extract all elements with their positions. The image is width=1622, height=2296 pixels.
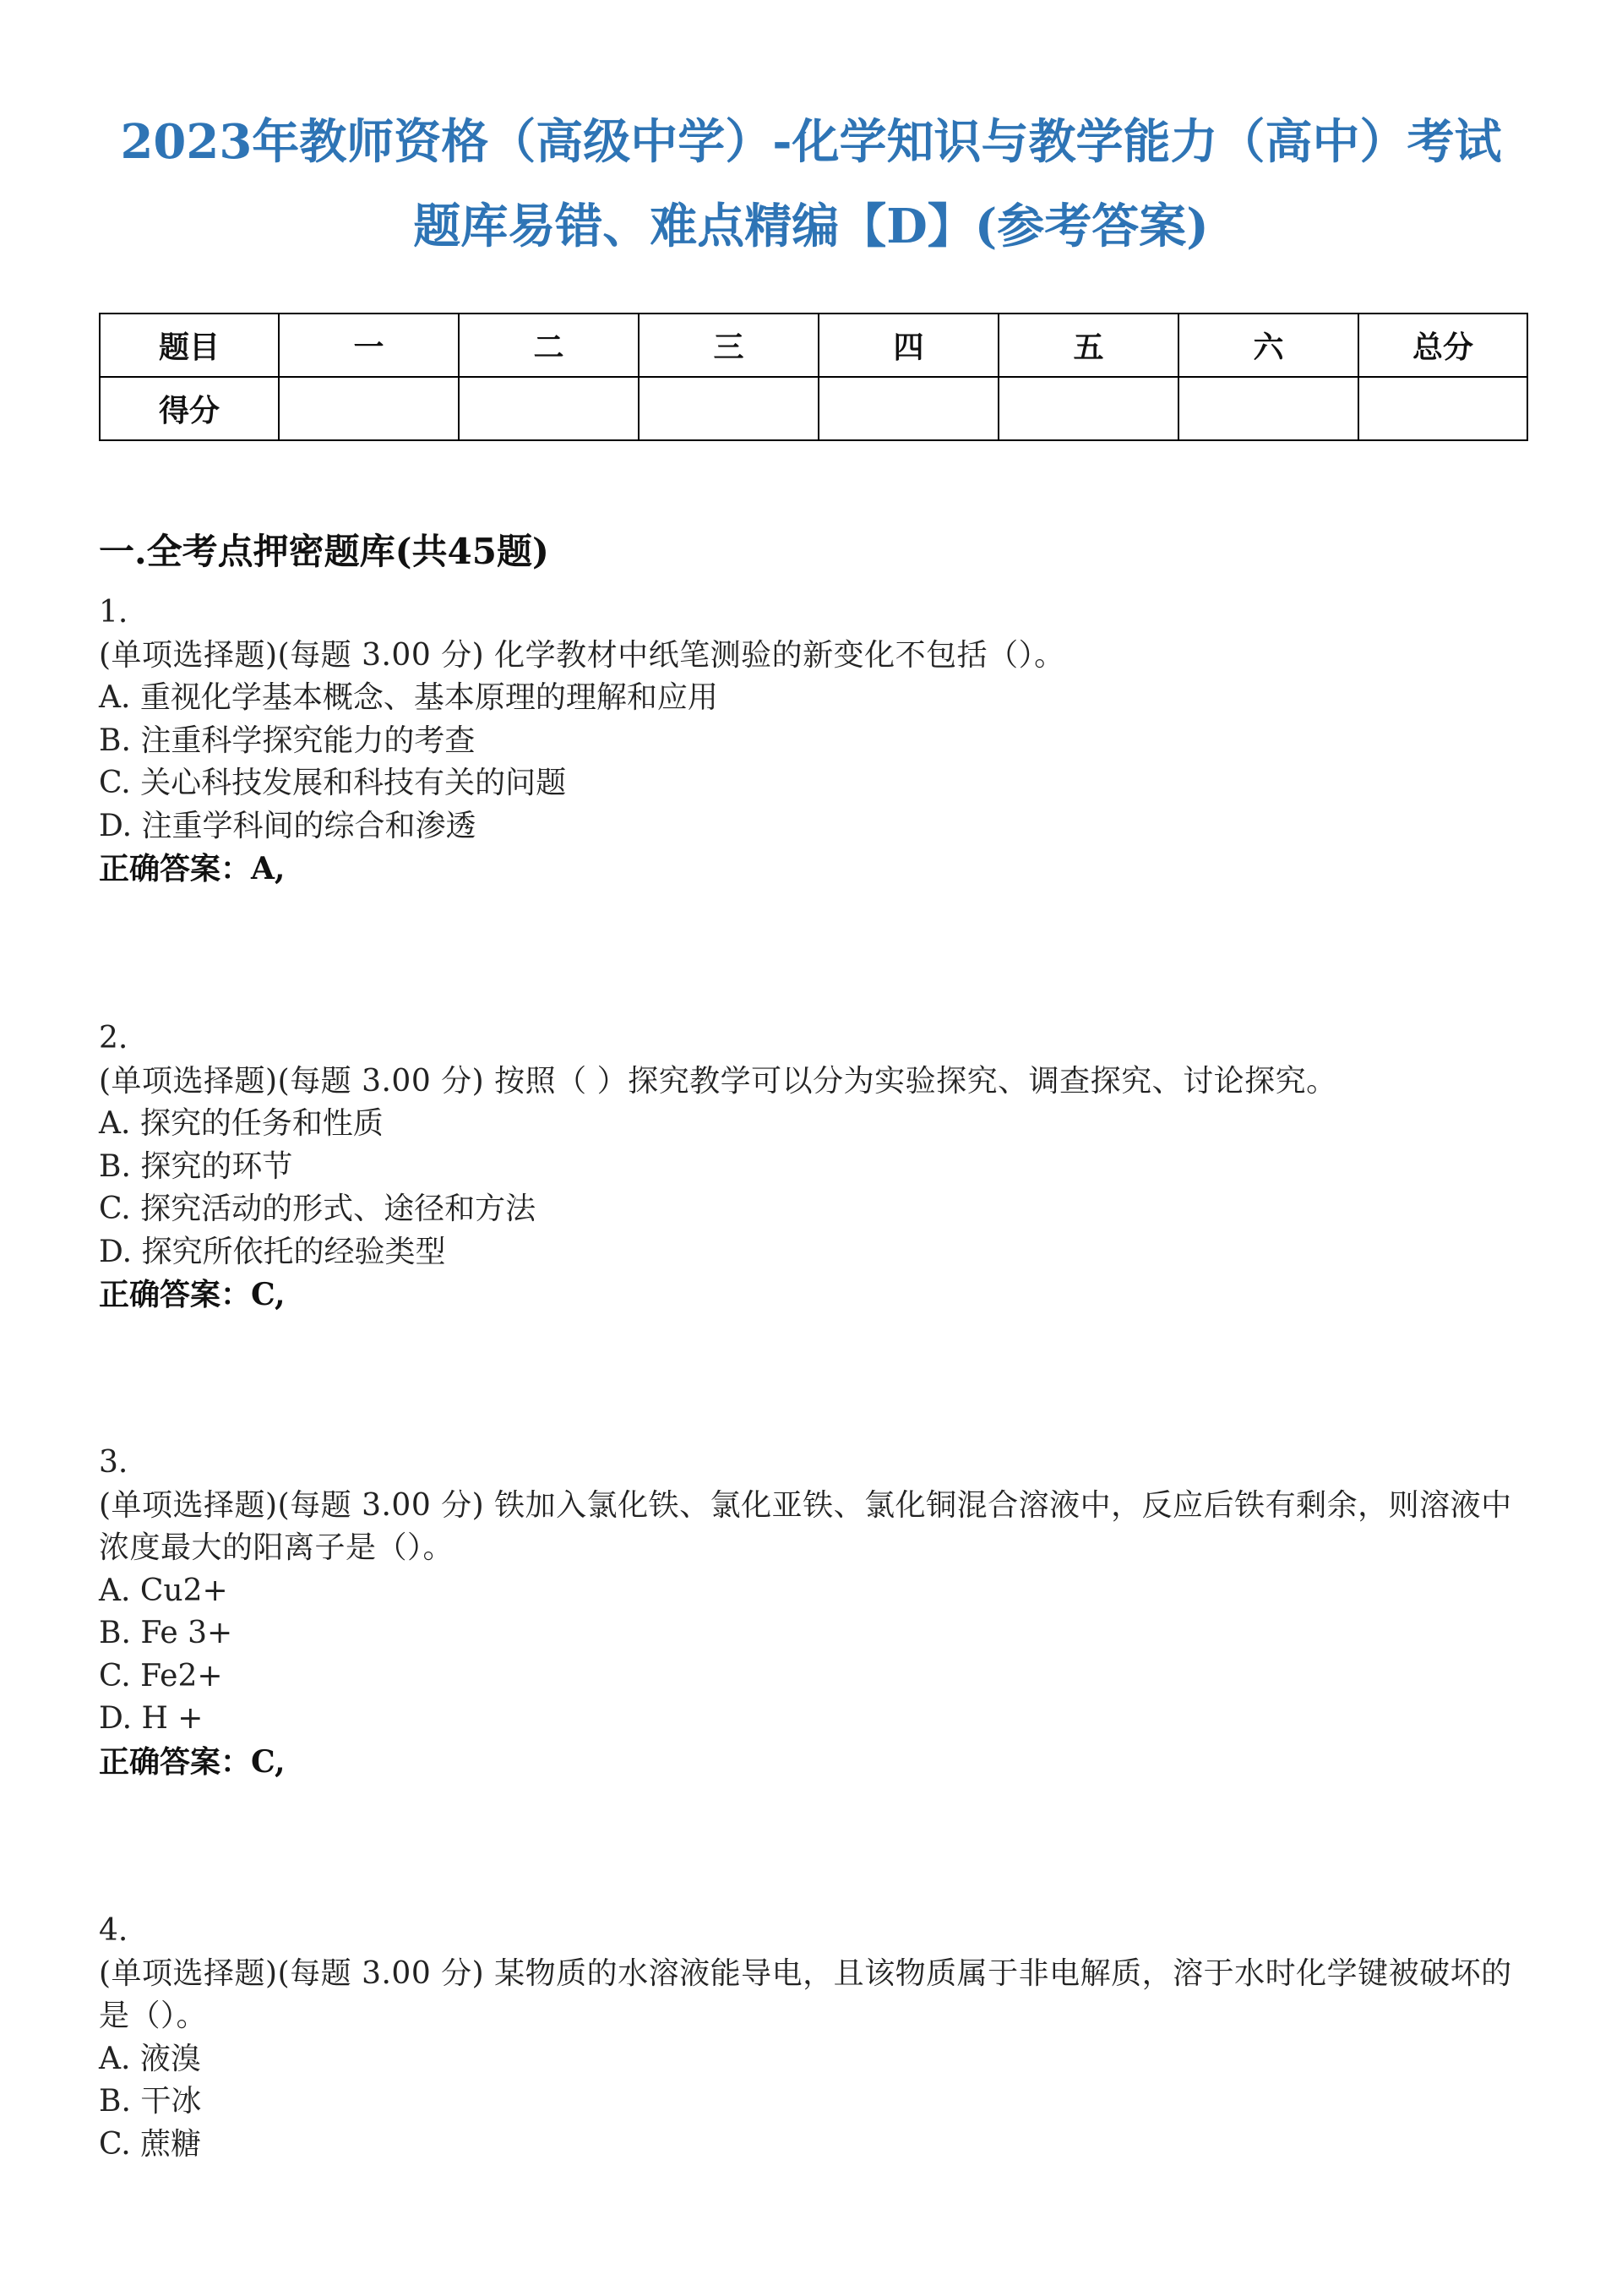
document-title-line-1: 2023年教师资格（高级中学）-化学知识与教学能力（高中）考试	[120, 114, 1502, 170]
score-header-4: 四	[819, 314, 999, 377]
question-1	[99, 592, 1535, 891]
score-cell-3	[639, 377, 819, 440]
question-number: 1.	[99, 595, 128, 630]
score-header-2: 二	[459, 314, 639, 377]
option-c: C. 探究活动的形式、途径和方法	[99, 1192, 536, 1226]
score-cell-5	[999, 377, 1178, 440]
option-c: C. Fe2+	[99, 1658, 223, 1693]
score-header-3: 三	[639, 314, 819, 377]
option-d: D. 探究所依托的经验类型	[99, 1234, 446, 1269]
score-header-5: 五	[999, 314, 1178, 377]
option-a: A. Cu2+	[99, 1573, 228, 1608]
question-stem: (单项选择题)(每题 3.00 分) 某物质的水溶液能导电，且该物质属于非电解质，溶于水时化学键被破坏的是（）。	[99, 1955, 1512, 2033]
correct-answer: 正确答案：A,	[99, 851, 286, 886]
question-3	[99, 1442, 1535, 1783]
score-cell-1	[279, 377, 459, 440]
question-stem: (单项选择题)(每题 3.00 分) 化学教材中纸笔测验的新变化不包括（）。	[99, 637, 1065, 673]
option-a: A. 重视化学基本概念、基本原理的理解和应用	[99, 680, 718, 715]
score-table-header-row	[100, 314, 1527, 377]
question-number: 2.	[99, 1021, 128, 1055]
question-2	[99, 1017, 1535, 1317]
document-title-line-2: 题库易错、难点精编【D】(参考答案)	[413, 199, 1209, 254]
option-c: C. 关心科技发展和科技有关的问题	[99, 766, 567, 800]
score-header-1: 一	[279, 314, 459, 377]
score-header-label: 题目	[100, 314, 279, 377]
question-stem: (单项选择题)(每题 3.00 分) 按照（ ）探究教学可以分为实验探究、调查探究、讨论探究。	[99, 1063, 1337, 1099]
option-b: B. 干冰	[99, 2084, 202, 2119]
score-table-score-row	[100, 377, 1527, 440]
correct-answer: 正确答案：C,	[99, 1277, 286, 1312]
question-number: 3.	[99, 1445, 128, 1480]
option-b: B. Fe 3+	[99, 1616, 233, 1650]
question-stem: (单项选择题)(每题 3.00 分) 铁加入氯化铁、氯化亚铁、氯化铜混合溶液中，反应后铁有剩余，则溶液中浓度最大的阳离子是（）。	[99, 1487, 1512, 1565]
score-table	[99, 313, 1528, 441]
option-c: C. 蔗糖	[99, 2126, 202, 2162]
option-b: B. 注重科学探究能力的考查	[99, 723, 476, 758]
score-row-label: 得分	[100, 377, 279, 440]
option-b: B. 探究的环节	[99, 1148, 293, 1184]
option-a: A. 液溴	[99, 2041, 201, 2076]
score-cell-6	[1178, 377, 1358, 440]
score-cell-2	[459, 377, 639, 440]
section-title: 一.全考点押密题库(共45题)	[99, 531, 549, 572]
option-a: A. 探究的任务和性质	[99, 1106, 384, 1141]
score-cell-total	[1358, 377, 1527, 440]
score-header-6: 六	[1178, 314, 1358, 377]
question-4	[99, 1910, 1535, 2166]
score-header-total: 总分	[1358, 314, 1527, 377]
score-cell-4	[819, 377, 999, 440]
option-d: D. H +	[99, 1701, 204, 1736]
correct-answer: 正确答案：C,	[99, 1743, 286, 1780]
question-number: 4.	[99, 1913, 128, 1948]
option-d: D. 注重学科间的综合和渗透	[99, 808, 476, 843]
